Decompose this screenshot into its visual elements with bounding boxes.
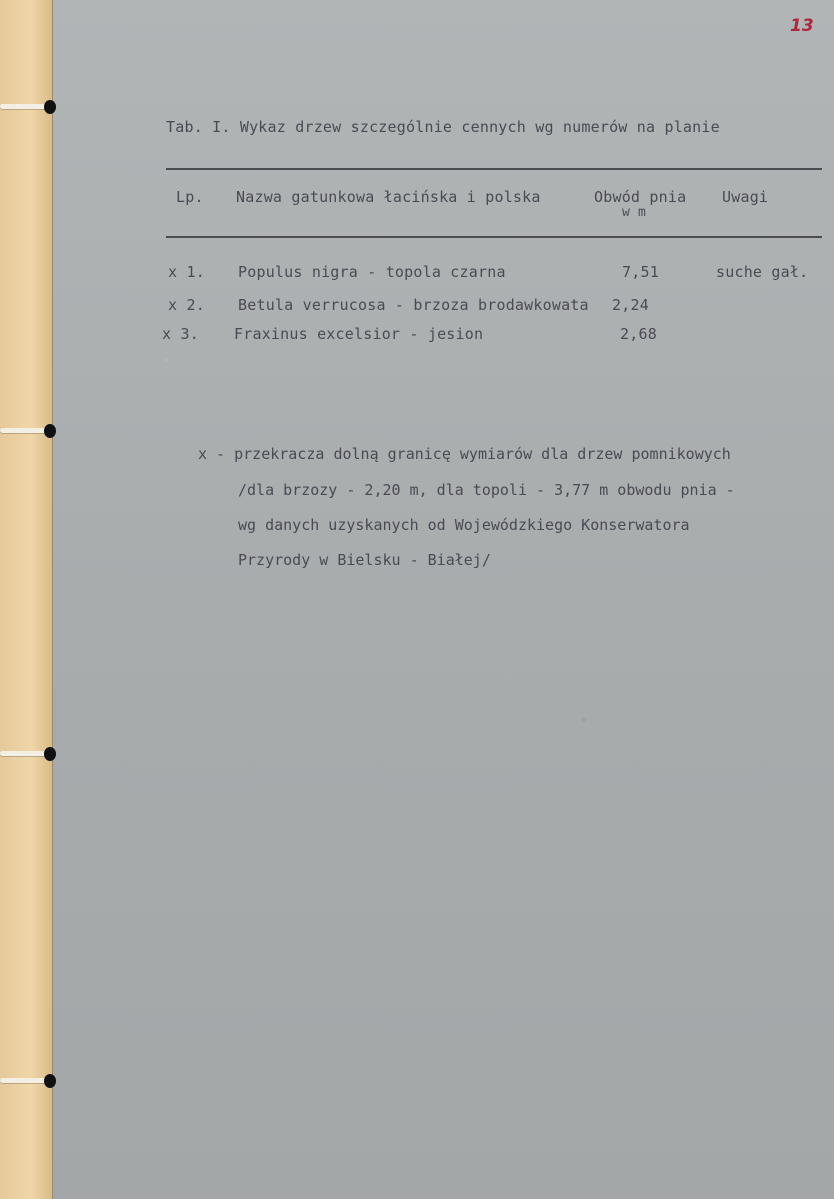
footnote-line: wg danych uzyskanych od Wojewódzkiego Konserwatora — [238, 516, 690, 534]
row-lp: x 2. — [168, 296, 205, 314]
binding-strip — [0, 0, 53, 1199]
footnote-line: x - przekracza dolną granicę wymiarów dla drzew pomnikowych — [198, 445, 731, 463]
row-name: Populus nigra - topola czarna — [238, 263, 506, 281]
header-circumference: Obwód pnia — [594, 188, 687, 206]
row-remarks: suche gał. — [716, 263, 809, 281]
binding-stitch — [0, 1074, 56, 1086]
row-lp: x 3. — [162, 325, 199, 343]
header-name: Nazwa gatunkowa łacińska i polska — [236, 188, 541, 206]
row-name: Betula verrucosa - brzoza brodawkowata — [238, 296, 589, 314]
header-lp: Lp. — [176, 188, 204, 206]
table-top-rule — [166, 168, 822, 170]
binding-stitch — [0, 100, 56, 112]
row-lp: x 1. — [168, 263, 205, 281]
row-circumference: 7,51 — [622, 263, 659, 281]
row-circumference: 2,24 — [612, 296, 649, 314]
header-remarks: Uwagi — [722, 188, 769, 206]
row-name: Fraxinus excelsior - jesion — [234, 325, 484, 343]
table-header-rule — [166, 236, 822, 238]
binding-stitch — [0, 747, 56, 759]
header-circumference-unit: w m — [622, 205, 647, 220]
binding-stitch — [0, 424, 56, 436]
footnote-line: Przyrody w Bielsku - Białej/ — [238, 551, 491, 569]
footnote-line: /dla brzozy - 2,20 m, dla topoli - 3,77 m obwodu pnia - — [238, 481, 735, 499]
page-number: 13 — [790, 16, 814, 36]
table-caption: Tab. I. Wykaz drzew szczególnie cennych wg numerów na planie — [166, 118, 720, 136]
row-circumference: 2,68 — [620, 325, 657, 343]
